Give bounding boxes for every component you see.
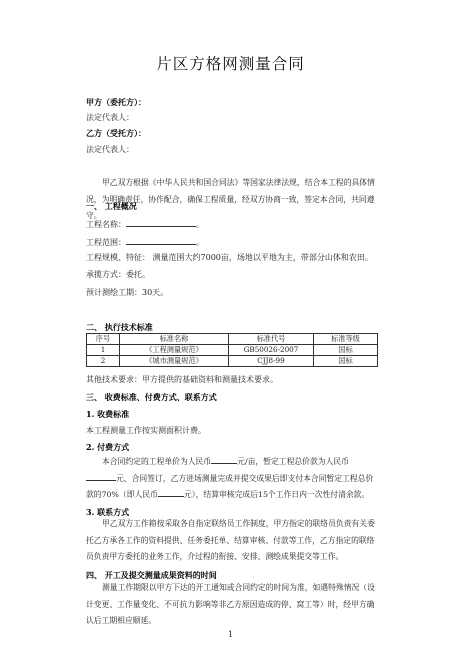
standards-table — [86, 333, 378, 367]
unit-price-blank — [211, 454, 237, 464]
contact-paragraph — [86, 516, 378, 566]
party-b-label: 乙方（受托方）： — [86, 128, 146, 138]
intro-text: 甲乙双方根据《中华人民共和国合同法》等国家法律法规，结合本工程的具体情况，为明确责任，协作配合，确保工程质量，经双方协商一致，签定本合同，共同遵守。 — [86, 178, 375, 220]
project-scope-label: 工程范围： — [86, 238, 126, 247]
party-b-rep: 法定代表人： — [86, 145, 134, 154]
payment-text-2: 元/亩，暂定工程总价款为人民币 — [237, 457, 349, 466]
section-3-title: 三、 收费标准、付费方式、联系方式 — [86, 392, 217, 402]
table-header-cell: 标准名称 — [120, 334, 229, 345]
fee-standard-text: 本工程测量工作按实测面积计费。 — [86, 426, 206, 435]
fee-standard-title: 1. 收费标准 — [86, 409, 130, 419]
payment-text-1: 本合同约定的工程单价为人民币 — [102, 457, 212, 466]
section-4-title: 四、 开工及提交测量成果资料的时间 — [86, 570, 217, 580]
table-cell: 2 — [87, 356, 120, 367]
page-number: 1 — [227, 630, 234, 639]
project-name-row: 工程名称： 。 — [86, 217, 204, 230]
project-scope-blank — [126, 235, 196, 245]
table-header-cell: 标准等级 — [314, 334, 378, 345]
project-scope-row: 工程范围： 。 — [86, 235, 204, 248]
table-row — [87, 345, 378, 356]
table-header-cell: 标准代号 — [229, 334, 314, 345]
party-a-rep: 法定代表人： — [86, 113, 134, 122]
document-title: 片区方格网测量合同 — [156, 55, 305, 73]
table-row — [87, 356, 378, 367]
table-cell: 《城市测量规范》 — [120, 356, 229, 367]
total-price-blank — [86, 471, 116, 481]
table-cell: 1 — [87, 345, 120, 356]
payment-paragraph — [86, 454, 378, 504]
payment-text-3: 元，合同签订，乙方进场测量完成并提交成果后即支付本合同暂定工程总价款的70%（即人民币 — [86, 473, 374, 499]
contact-text: 甲乙双方工作箱按采取各自指定联络员工作制度，甲方指定的联络员负责有关委托乙方承各工作的资料提供、任务委托单、结算审核、付款等工作，乙方指定的联络员负责甲方委托的业务工作，介过程的衔接、安排、测绘成果提交等工作。 — [86, 519, 375, 561]
contact-title: 3. 联系方式 — [86, 507, 130, 517]
section-1-title: 一、 工程概况 — [86, 201, 137, 211]
table-cell: 国标 — [314, 356, 378, 367]
party-a-label: 甲方（委托方）： — [86, 97, 146, 107]
survey-period: 预计测绘工期：30天。 — [86, 288, 169, 297]
payment-title: 2. 付费方式 — [86, 442, 130, 452]
table-header-row — [87, 334, 378, 345]
table-cell: 国标 — [314, 345, 378, 356]
table-cell: GB50026-2007 — [229, 345, 314, 356]
project-name-blank — [126, 217, 196, 227]
advance-payment-blank — [158, 487, 184, 497]
table-header-cell: 序号 — [87, 334, 120, 345]
schedule-text: 测量工作期限以甲方下达的开工通知或合同约定的时间为准，如遇特殊情况（设计变更、工作量变化、不可抗力影响等非乙方原因造成的停、窝工等）时，经甲方确认后工期相应顺延。 — [86, 583, 375, 625]
section-2-title: 二、 执行技术标准 — [86, 322, 153, 332]
project-name-label: 工程名称： — [86, 220, 126, 229]
other-tech-requirements: 其他技术要求：甲方提供的基础资料和测量技术要求。 — [86, 375, 278, 384]
table-cell: CJJ8-99 — [229, 356, 314, 367]
contract-method: 承揽方式：委托。 — [86, 270, 150, 279]
project-scale: 工程规模、特征： 测量范围大约7000亩，场地以平地为主，带部分山体和农田。 — [86, 253, 373, 262]
table-cell: 《工程测量规范》 — [120, 345, 229, 356]
schedule-paragraph — [86, 580, 378, 630]
payment-text-4: 元），结算审核完成后15个工作日内一次性付清余款。 — [183, 490, 370, 499]
